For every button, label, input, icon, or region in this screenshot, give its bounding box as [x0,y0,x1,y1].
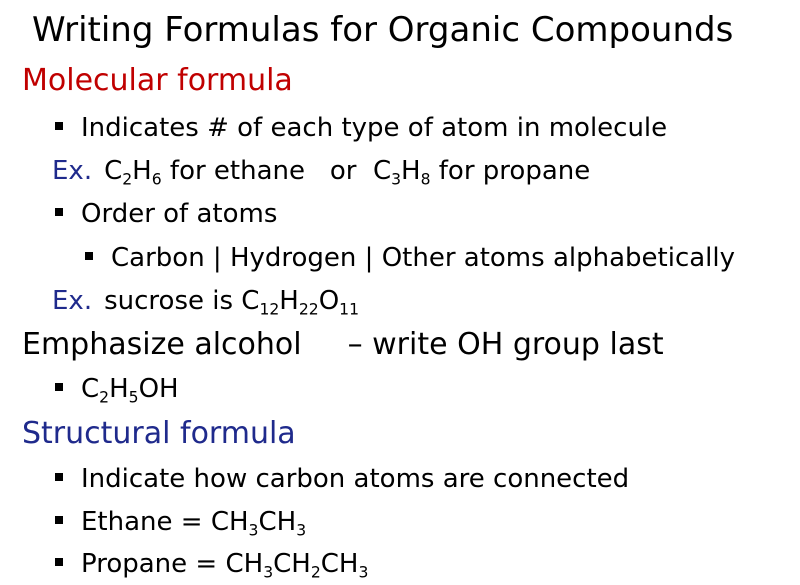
example-sucrose: Ex. sucrose is $C_{12}H_{22}O_{11}$ [52,286,359,319]
bullet-ethane-structure: Ethane = $CH_3CH_3$ [55,507,306,537]
structural-formula-heading: Structural formula [22,416,296,451]
propane-formula: $C_3H_8$ [372,156,431,189]
ethane-formula: $C_2H_6$ [104,156,162,189]
sub-bullet-order: Carbon | Hydrogen | Other atoms alphabetically [85,243,735,273]
bullet-marker [85,252,93,260]
bullet-propane-structure: Propane = $CH_3CH_2CH_3$ [55,549,368,579]
ex-label: Ex. [52,286,93,316]
alcohol-note: – write OH group last [347,327,664,362]
propane-structural-formula: $CH_3CH_2CH_3$ [225,549,369,582]
slide-title: Writing Formulas for Organic Compounds [32,10,734,50]
bullet-marker [55,383,63,391]
bullet-carbon-connection: Indicate how carbon atoms are connected [55,464,629,494]
alcohol-heading: Emphasize alcohol – write OH group last [22,327,664,362]
sucrose-formula: $C_{12}H_{22}O_{11}$ [241,286,359,319]
molecular-formula-heading: Molecular formula [22,63,293,98]
bullet-indicates-atoms: Indicates # of each type of atom in molecule [55,113,667,143]
bullet-ethanol [55,374,179,407]
ex-label: Ex. [52,156,93,186]
bullet-marker [55,516,63,524]
bullet-marker [55,473,63,481]
bullet-marker [55,208,63,216]
bullet-order-of-atoms: Order of atoms [55,199,277,229]
example-ethane-propane: Ex. $C_2H_6$ for ethane or $C_3H_8$ for propane [52,156,591,189]
bullet-marker [55,122,63,130]
ethanol-formula: $C_2H_5OH$ [81,374,179,407]
ethane-structural-formula: $CH_3CH_3$ [210,507,307,540]
bullet-marker [55,558,63,566]
